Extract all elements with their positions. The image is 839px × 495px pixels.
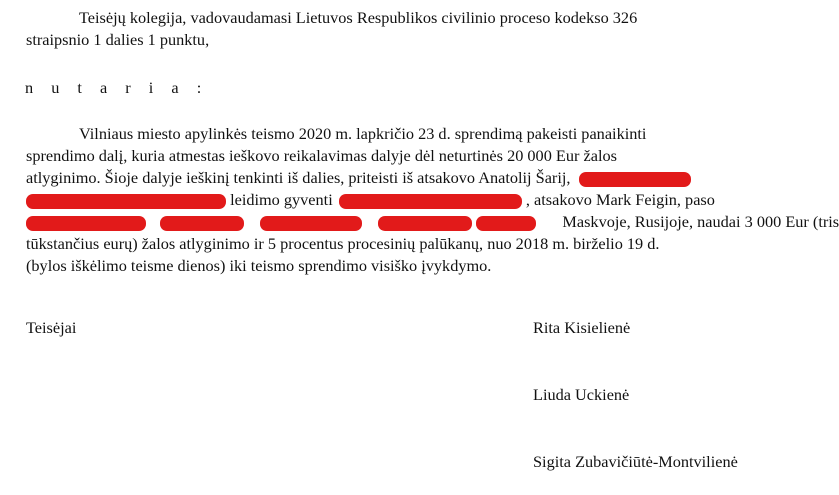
ruling-line-7: (bylos iškėlimo teisme dienos) iki teismo sprendimo visiško įvykdymo.	[26, 256, 492, 275]
ruling-line-4-text-a: leidimo gyventi	[230, 190, 333, 209]
redaction-mark	[579, 172, 691, 187]
redaction-mark	[339, 194, 522, 209]
judge-name-3: Sigita Zubavičiūtė-Montvilienė	[533, 452, 738, 471]
redaction-mark	[378, 216, 472, 231]
judge-name-1: Rita Kisielienė	[533, 318, 631, 337]
ruling-line-4-text-b: , atsakovo Mark Feigin, paso	[525, 190, 715, 209]
ruling-line-4	[26, 190, 786, 210]
intro-line-2: straipsnio 1 dalies 1 punktu,	[26, 30, 210, 49]
redaction-mark	[26, 216, 146, 231]
ruling-line-3-text: atlyginimo. Šioje dalyje ieškinį tenkinti iš dalies, priteisti iš atsakovo Anatolij Šarij,	[26, 168, 571, 187]
ruling-heading: n u t a r i a :	[25, 78, 209, 97]
ruling-line-1: Vilniaus miesto apylinkės teismo 2020 m. lapkričio 23 d. sprendimą pakeisti panaikinti	[79, 124, 647, 143]
judges-label: Teisėjai	[26, 318, 77, 337]
redaction-mark	[476, 216, 536, 231]
redaction-mark	[160, 216, 244, 231]
ruling-line-6: tūkstančius eurų) žalos atlyginimo ir 5 procentus procesinių palūkanų, nuo 2018 m. birželio 19 d.	[26, 234, 660, 253]
ruling-line-5	[26, 212, 839, 232]
redaction-mark	[260, 216, 362, 231]
intro-line-1: Teisėjų kolegija, vadovaudamasi Lietuvos Respublikos civilinio proceso kodekso 326	[79, 8, 638, 27]
ruling-line-2: sprendimo dalį, kuria atmestas ieškovo reikalavimas dalyje dėl neturtinės 20 000 Eur žalos	[26, 146, 617, 165]
ruling-line-3	[26, 168, 786, 188]
judge-name-2: Liuda Uckienė	[533, 385, 630, 404]
ruling-line-5-text: Maskvoje, Rusijoje, naudai 3 000 Eur (tris	[562, 212, 839, 231]
redaction-mark	[26, 194, 226, 209]
